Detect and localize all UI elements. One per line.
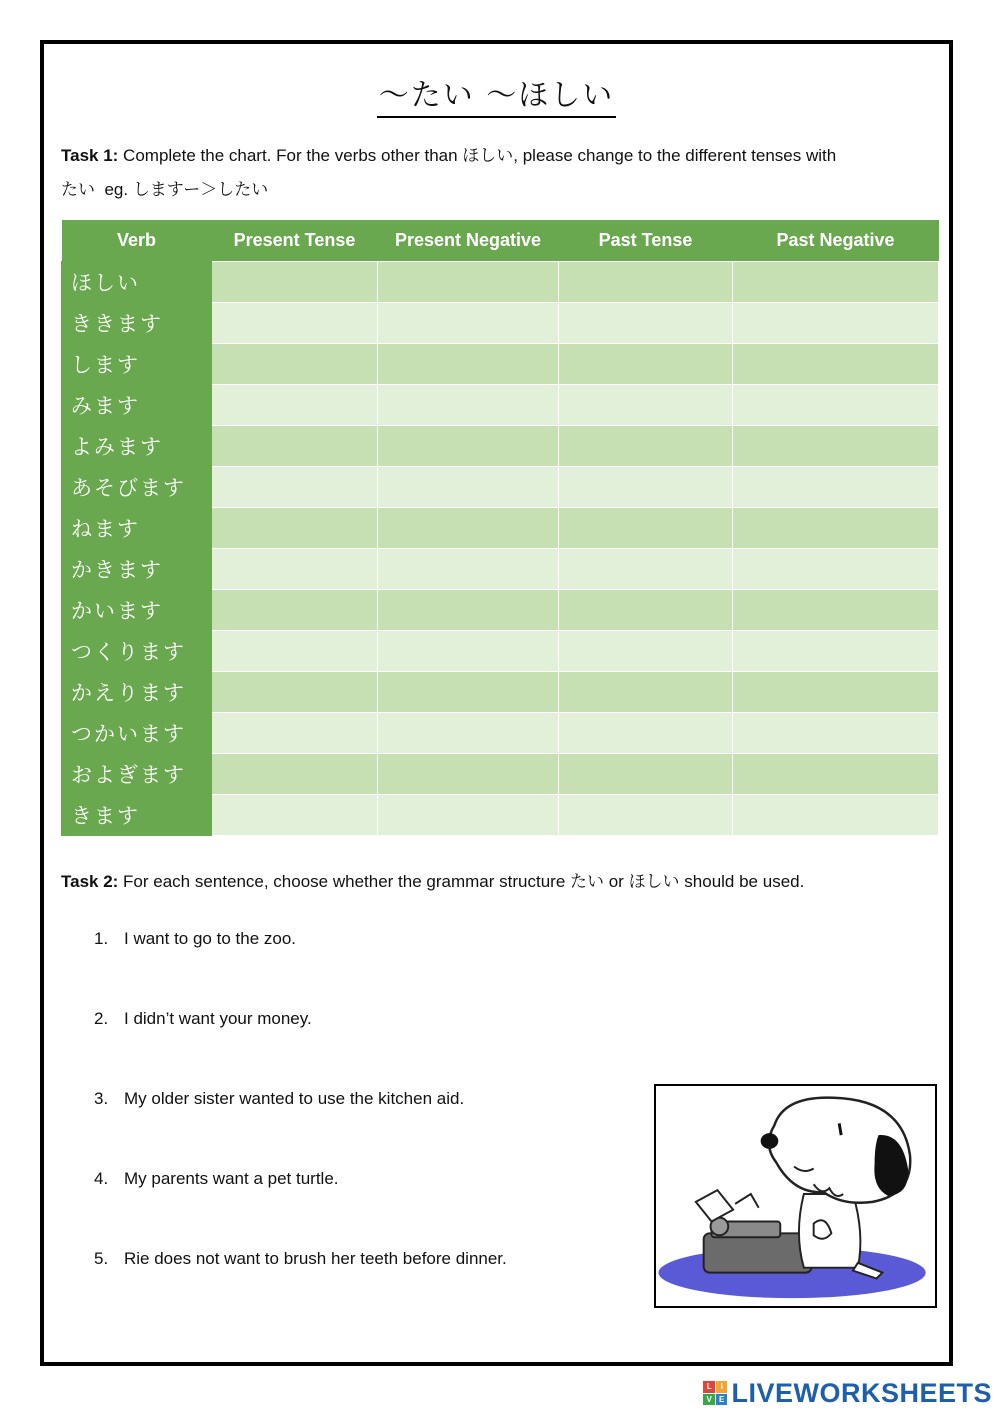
verb-cell: ききます (62, 303, 212, 344)
sentence-item (94, 1164, 507, 1244)
chart-row (62, 672, 939, 713)
answer-cell[interactable] (378, 467, 559, 508)
answer-cell[interactable] (559, 549, 733, 590)
answer-cell[interactable] (212, 672, 378, 713)
answer-cell[interactable] (378, 631, 559, 672)
answer-cell[interactable] (733, 713, 939, 754)
answer-cell[interactable] (733, 262, 939, 303)
answer-cell[interactable] (378, 303, 559, 344)
task1-label: Task 1: (61, 146, 119, 165)
chart-row (62, 426, 939, 467)
answer-cell[interactable] (378, 508, 559, 549)
answer-cell[interactable] (212, 467, 378, 508)
answer-cell[interactable] (378, 590, 559, 631)
task1-instructions (61, 139, 931, 207)
answer-cell[interactable] (733, 754, 939, 795)
answer-cell[interactable] (378, 262, 559, 303)
verb-cell: つくります (62, 631, 212, 672)
snoopy-illustration (654, 1084, 937, 1308)
sentence-number: 5. (94, 1249, 109, 1268)
chart-row (62, 303, 939, 344)
chart-row (62, 262, 939, 303)
answer-cell[interactable] (559, 631, 733, 672)
answer-cell[interactable] (378, 672, 559, 713)
task1-jp-tai: たい (61, 180, 95, 200)
answer-cell[interactable] (733, 303, 939, 344)
answer-cell[interactable] (559, 590, 733, 631)
verb-cell: します (62, 344, 212, 385)
answer-cell[interactable] (212, 385, 378, 426)
answer-cell[interactable] (559, 303, 733, 344)
sentence-number: 1. (94, 929, 109, 948)
answer-cell[interactable] (378, 795, 559, 836)
answer-cell[interactable] (212, 508, 378, 549)
logo-letter: V (703, 1394, 715, 1406)
sentence-text: Rie does not want to brush her teeth before dinner. (124, 1249, 507, 1268)
sentence-text: I didn’t want your money. (124, 1009, 312, 1028)
chart-row (62, 344, 939, 385)
answer-cell[interactable] (212, 713, 378, 754)
answer-cell[interactable] (212, 754, 378, 795)
header-past-negative: Past Negative (733, 220, 939, 262)
task2-text-before: For each sentence, choose whether the grammar structure (118, 872, 570, 891)
answer-cell[interactable] (559, 754, 733, 795)
sentence-number: 2. (94, 1009, 109, 1028)
task1-text-after: , please change to the different tenses with (513, 146, 837, 165)
answer-cell[interactable] (378, 344, 559, 385)
sentence-item (94, 1004, 507, 1084)
answer-cell[interactable] (559, 385, 733, 426)
task2-label: Task 2: (61, 872, 119, 891)
task1-text-before: Complete the chart. For the verbs other than (118, 146, 463, 165)
sentence-text: My older sister wanted to use the kitchen aid. (124, 1089, 465, 1108)
liveworksheets-wordmark: LIVEWORKSHEETS (731, 1377, 992, 1408)
verb-cell: かいます (62, 590, 212, 631)
worksheet-page (40, 40, 953, 1366)
answer-cell[interactable] (733, 385, 939, 426)
answer-cell[interactable] (559, 672, 733, 713)
task1-jp-hoshii: ほしい (462, 146, 514, 166)
answer-cell[interactable] (212, 795, 378, 836)
page-title (44, 70, 949, 118)
task2-jp-hoshii: ほしい (628, 872, 680, 892)
task1-jp-example: しますー＞したい (132, 180, 269, 200)
page-title-text: 〜たい 〜ほしい (377, 70, 617, 118)
answer-cell[interactable] (733, 467, 939, 508)
answer-cell[interactable] (378, 426, 559, 467)
answer-cell[interactable] (378, 385, 559, 426)
header-verb: Verb (62, 220, 212, 262)
sentence-text: I want to go to the zoo. (124, 929, 297, 948)
chart-row (62, 549, 939, 590)
verb-cell: つかいます (62, 713, 212, 754)
answer-cell[interactable] (733, 672, 939, 713)
answer-cell[interactable] (559, 467, 733, 508)
header-past-tense: Past Tense (559, 220, 733, 262)
chart-row (62, 508, 939, 549)
sentence-number: 3. (94, 1089, 109, 1108)
answer-cell[interactable] (378, 549, 559, 590)
answer-cell[interactable] (212, 262, 378, 303)
answer-cell[interactable] (378, 754, 559, 795)
liveworksheets-logo-icon (703, 1381, 727, 1405)
verb-cell: かきます (62, 549, 212, 590)
verb-cell: みます (62, 385, 212, 426)
logo-letter: E (716, 1394, 728, 1406)
chart-row (62, 713, 939, 754)
logo-letter: I (716, 1381, 728, 1393)
header-present-negative: Present Negative (378, 220, 559, 262)
answer-cell[interactable] (733, 631, 939, 672)
verb-cell: かえります (62, 672, 212, 713)
task1-eg-label: eg. (95, 180, 133, 199)
answer-cell[interactable] (212, 344, 378, 385)
answer-cell[interactable] (212, 590, 378, 631)
chart-header-row (62, 220, 939, 262)
chart-row (62, 631, 939, 672)
verb-cell: よみます (62, 426, 212, 467)
answer-cell[interactable] (559, 713, 733, 754)
answer-cell[interactable] (733, 508, 939, 549)
answer-cell[interactable] (733, 549, 939, 590)
task2-jp-tai: たい (570, 872, 604, 892)
answer-cell[interactable] (733, 795, 939, 836)
chart-row (62, 590, 939, 631)
verb-cell: およぎます (62, 754, 212, 795)
snoopy-typewriter-icon (656, 1086, 935, 1306)
chart-row (62, 754, 939, 795)
chart-row (62, 467, 939, 508)
verb-cell: ほしい (62, 262, 212, 303)
logo-letter: L (703, 1381, 715, 1393)
answer-cell[interactable] (212, 631, 378, 672)
task2-text-or: or (604, 872, 629, 891)
conjugation-chart (61, 220, 939, 836)
sentence-text: My parents want a pet turtle. (124, 1169, 339, 1188)
chart-row (62, 385, 939, 426)
verb-cell: きます (62, 795, 212, 836)
sentence-item (94, 924, 507, 1004)
answer-cell[interactable] (378, 713, 559, 754)
task2-instructions (61, 867, 931, 897)
header-present-tense: Present Tense (212, 220, 378, 262)
answer-cell[interactable] (559, 262, 733, 303)
liveworksheets-brand (703, 1376, 992, 1410)
task2-text-after: should be used. (679, 872, 805, 891)
answer-cell[interactable] (559, 508, 733, 549)
answer-cell[interactable] (733, 590, 939, 631)
sentence-number: 4. (94, 1169, 109, 1188)
answer-cell[interactable] (559, 795, 733, 836)
answer-cell[interactable] (733, 426, 939, 467)
chart-row (62, 795, 939, 836)
answer-cell[interactable] (212, 426, 378, 467)
verb-cell: あそびます (62, 467, 212, 508)
sentence-list (94, 924, 507, 1324)
verb-cell: ねます (62, 508, 212, 549)
answer-cell[interactable] (559, 344, 733, 385)
sentence-item (94, 1244, 507, 1324)
chart-body (62, 262, 939, 836)
sentence-item (94, 1084, 507, 1164)
answer-cell[interactable] (212, 303, 378, 344)
answer-cell[interactable] (733, 344, 939, 385)
answer-cell[interactable] (559, 426, 733, 467)
answer-cell[interactable] (212, 549, 378, 590)
